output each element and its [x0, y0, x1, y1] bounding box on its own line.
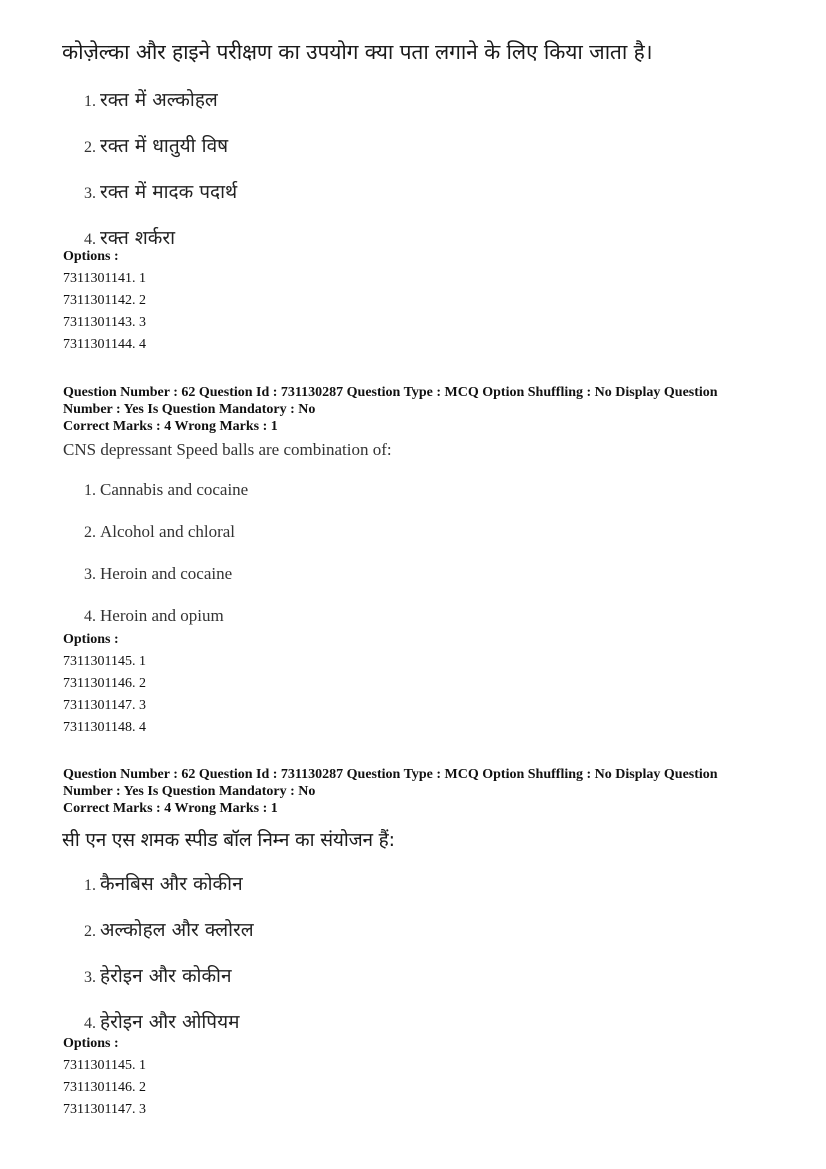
option-id: 7311301146. 2 — [63, 1080, 146, 1095]
choice-number: 1. — [84, 877, 96, 894]
choice-text: Alcohol and chloral — [100, 522, 236, 541]
choice-3-4 — [84, 1008, 239, 1034]
question-text-english: CNS depressant Speed balls are combination of: — [63, 440, 392, 459]
choice-text: रक्त शर्करा — [100, 227, 176, 249]
choice-number: 3. — [84, 185, 96, 202]
choice-text: Heroin and opium — [100, 606, 224, 625]
choice-1-1 — [84, 86, 218, 112]
choice-number: 1. — [84, 93, 96, 110]
choice-number: 4. — [84, 608, 96, 625]
options-label: Options : — [63, 249, 119, 264]
choice-2-2 — [84, 522, 235, 542]
question-meta-line-1: Question Number : 62 Question Id : 731130287 Question Type : MCQ Option Shuffling : No Display Question — [63, 385, 718, 400]
choice-3-2 — [84, 916, 254, 942]
choice-number: 4. — [84, 231, 96, 248]
options-label: Options : — [63, 632, 119, 647]
choice-number: 3. — [84, 566, 96, 583]
choice-text: Cannabis and cocaine — [100, 480, 249, 499]
question-meta — [63, 384, 763, 435]
option-id: 7311301148. 4 — [63, 720, 146, 735]
choice-number: 3. — [84, 969, 96, 986]
choice-2-3 — [84, 564, 232, 584]
choice-1-4 — [84, 224, 175, 250]
option-id: 7311301146. 2 — [63, 676, 146, 691]
choice-text: रक्त में धातुयी विष — [100, 135, 229, 157]
options-label: Options : — [63, 1036, 119, 1051]
option-id: 7311301143. 3 — [63, 315, 146, 330]
question-meta-line-2: Number : Yes Is Question Mandatory : No — [63, 402, 316, 417]
question-meta-line-2: Number : Yes Is Question Mandatory : No — [63, 784, 316, 799]
choice-number: 1. — [84, 482, 96, 499]
choice-number: 4. — [84, 1015, 96, 1032]
option-id: 7311301144. 4 — [63, 337, 146, 352]
choice-3-3 — [84, 962, 232, 988]
choice-text: Heroin and cocaine — [100, 564, 233, 583]
choice-1-3 — [84, 178, 237, 204]
choice-text: रक्त में मादक पदार्थ — [100, 181, 238, 203]
option-id: 7311301145. 1 — [63, 654, 146, 669]
question-text-hindi-2: सी एन एस शमक स्पीड बॉल निम्न का संयोजन हैं: — [62, 829, 395, 851]
choice-3-1 — [84, 870, 243, 896]
choice-number: 2. — [84, 524, 96, 541]
option-id: 7311301147. 3 — [63, 1102, 146, 1117]
option-id: 7311301147. 3 — [63, 698, 146, 713]
choice-text: अल्कोहल और क्लोरल — [100, 919, 254, 941]
option-id: 7311301141. 1 — [63, 271, 146, 286]
option-id: 7311301142. 2 — [63, 293, 146, 308]
choice-number: 2. — [84, 923, 96, 940]
option-id: 7311301145. 1 — [63, 1058, 146, 1073]
choice-text: कैनबिस और कोकीन — [100, 873, 243, 895]
question-meta-line-1: Question Number : 62 Question Id : 731130287 Question Type : MCQ Option Shuffling : No Display Question — [63, 767, 718, 782]
question-marks: Correct Marks : 4 Wrong Marks : 1 — [63, 419, 278, 434]
question-text-hindi-1: कोज़ेल्का और हाइने परीक्षण का उपयोग क्या पता लगाने के लिए किया जाता है। — [62, 40, 653, 64]
question-meta — [63, 766, 763, 817]
choice-number: 2. — [84, 139, 96, 156]
choice-text: हेरोइन और ओपियम — [100, 1011, 240, 1033]
question-marks: Correct Marks : 4 Wrong Marks : 1 — [63, 801, 278, 816]
choice-text: रक्त में अल्कोहल — [100, 89, 218, 111]
choice-2-4 — [84, 606, 224, 626]
choice-2-1 — [84, 480, 248, 500]
choice-text: हेरोइन और कोकीन — [100, 965, 232, 987]
choice-1-2 — [84, 132, 228, 158]
